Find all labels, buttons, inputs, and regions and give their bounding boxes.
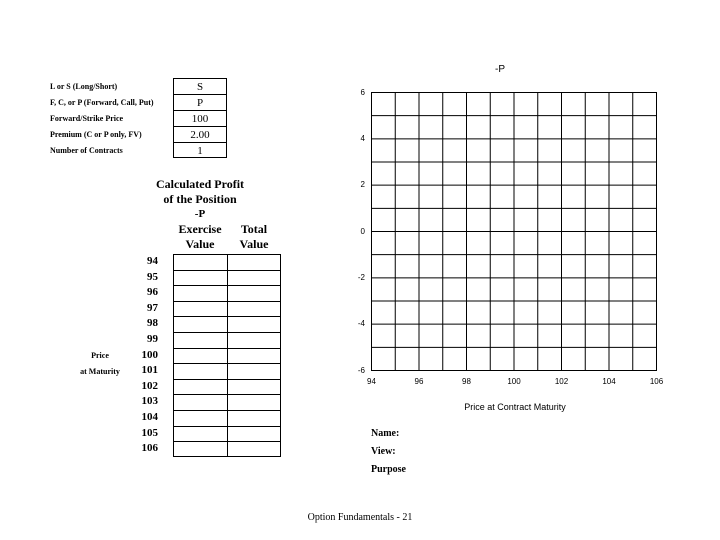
x-tick-label: 94	[367, 377, 376, 386]
position-label: -P	[194, 208, 206, 220]
input-cell-strike[interactable]: 100	[174, 111, 226, 127]
x-axis-title: Price at Contract Maturity	[464, 402, 566, 412]
y-tick-label: 6	[360, 87, 365, 97]
y-tick-label: -6	[357, 365, 365, 375]
table-row-divider	[174, 426, 280, 427]
row-label-line2: at Maturity	[80, 367, 120, 376]
price-label: 99	[147, 333, 158, 345]
table-row-divider	[174, 285, 280, 286]
view-label: View:	[371, 446, 396, 457]
x-tick-label: 96	[414, 377, 424, 386]
table-row-divider	[174, 270, 280, 271]
col-total-line2: Value	[239, 237, 269, 251]
x-tick-label: 102	[554, 377, 569, 386]
price-label: 105	[141, 426, 158, 439]
price-label: 95	[147, 270, 158, 283]
table-row-divider	[174, 410, 280, 411]
x-tick-label: 98	[462, 377, 471, 386]
table-row-divider	[174, 363, 280, 364]
input-label-instrument: F, C, or P (Forward, Call, Put)	[50, 98, 154, 107]
x-tick-label: 106	[649, 377, 664, 386]
table-row-divider	[174, 332, 280, 333]
chart-title: -P	[495, 64, 505, 75]
input-cell-premium[interactable]: 2.00	[174, 127, 226, 143]
name-label: Name:	[371, 428, 400, 439]
footer-text: Option Fundamentals - 21	[307, 512, 413, 523]
price-label: 97	[147, 301, 158, 314]
input-label-contracts: Number of Contracts	[50, 146, 123, 155]
price-label: 96	[147, 286, 158, 299]
y-tick-label: -4	[357, 319, 365, 329]
input-label-premium: Premium (C or P only, FV)	[50, 130, 142, 139]
profit-title-line1: Calculated Profit	[155, 177, 245, 191]
profit-title-line2: of the Position	[163, 192, 237, 206]
row-label-line1: Price	[91, 351, 109, 360]
input-cell-instrument[interactable]: P	[174, 95, 226, 111]
price-label: 103	[141, 395, 158, 408]
col-exercise-line2: Value	[185, 237, 215, 251]
table-row-divider	[174, 379, 280, 380]
table-row-divider	[174, 441, 280, 442]
y-tick-label: 0	[360, 226, 365, 236]
profit-grid	[173, 254, 281, 457]
price-label: 101	[141, 364, 158, 377]
chart-grid	[371, 92, 657, 371]
input-values-grid	[173, 78, 227, 158]
input-label-long-short: L or S (Long/Short)	[50, 82, 118, 91]
col-total-line1: Total	[240, 222, 268, 236]
price-label: 98	[147, 317, 158, 330]
y-tick-label: -2	[357, 272, 365, 282]
price-label: 100	[141, 348, 158, 361]
input-cell-contracts[interactable]: 1	[197, 145, 203, 157]
table-row-divider	[174, 301, 280, 302]
col-exercise-line1: Exercise	[178, 222, 222, 236]
price-label: 94	[147, 255, 158, 267]
y-tick-label: 4	[360, 133, 365, 143]
x-tick-label: 104	[602, 377, 616, 386]
input-label-strike: Forward/Strike Price	[50, 114, 124, 123]
table-row-divider	[174, 394, 280, 395]
price-label: 104	[141, 411, 158, 423]
price-label: 102	[141, 379, 158, 392]
price-label: 106	[141, 442, 158, 455]
table-row-divider	[174, 316, 280, 317]
input-cell-long-short[interactable]: S	[174, 79, 226, 95]
y-tick-label: 2	[360, 180, 365, 190]
purpose-label: Purpose	[371, 464, 406, 475]
x-tick-label: 100	[507, 377, 521, 386]
table-row-divider	[174, 348, 280, 349]
